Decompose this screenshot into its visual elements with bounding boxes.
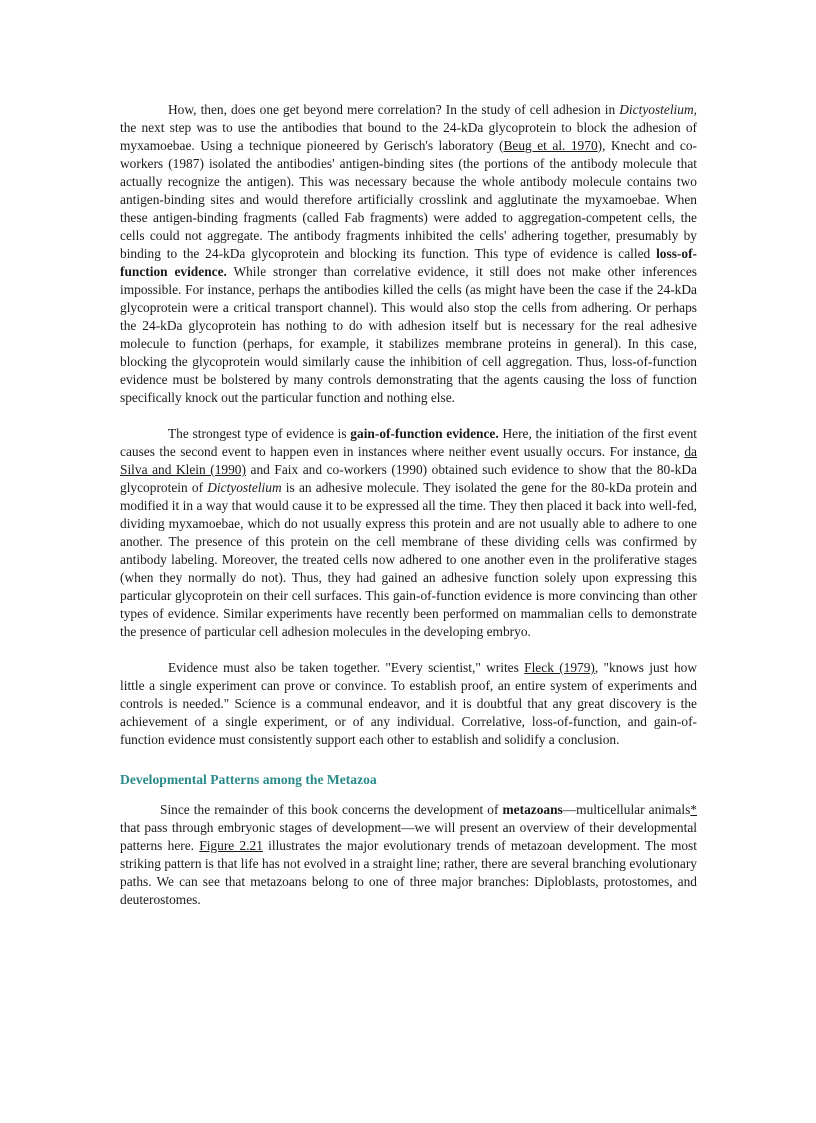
text-run: Since the remainder of this book concerns the development of [160, 802, 503, 817]
paragraph-evidence-together [120, 659, 697, 749]
text-run: illustrates the major evolutionary trends of metazoan development. The most striking pattern is that life has not evolved in a straight line; rather, there are several branching evolutionary paths. We can see that metazoans belong to one of three major branches: Diploblasts, protostomes, and deuterostomes. [120, 838, 697, 907]
text-run: Evidence must also be taken together. "Every scientist," writes [168, 660, 525, 675]
text-run: , "knows just how little a single experiment can prove or convince. To establish proof, an entire system of experiments and controls is needed." Science is a communal endeavor, and it is doubtful that any great discovery is the achievement of a single experiment, or of any individual. Correlative, loss-of-function, and gain-of-function evidence must consistently support each other to establish and solidify a conclusion. [120, 660, 698, 747]
text-run: —multicellular animals [562, 802, 691, 817]
figure-link[interactable]: Figure 2.21 [199, 838, 263, 853]
bold-term-metazoans: metazoans [502, 802, 563, 817]
text-run: How, then, does one get beyond mere correlation? In the study of cell adhesion in [168, 102, 620, 117]
footnote-link[interactable]: * [690, 802, 697, 817]
text-run: and Faix and co-workers (1990) obtained such evidence to show that the 80-kDa glycoprotein of [120, 462, 697, 495]
text-run: The strongest type of evidence is [168, 426, 351, 441]
text-run: the next step was to use the antibodies that bound to the 24-kDa glycoprotein to block the adhesion of myxamoebae. Using a technique pioneered by Gerisch's laboratory ( [120, 120, 697, 153]
text-run: Here, the initiation of the first event causes the second event to happen even in instances where neither event usually occurs. For instance, [120, 426, 698, 459]
paragraph-loss-of-function [120, 101, 697, 407]
paragraph-gain-of-function [120, 425, 697, 641]
text-run: ), Knecht and co-workers (1987) isolated the antibodies' antigen-binding sites (the portions of the antibody molecule that actually recognize the antigen). This was necessary because the whole antibody molecule contains two antigen-binding sites and would therefore artificially crosslink and agglutinate the myxamoebae. When these antigen-binding fragments (called Fab fragments) were added to aggregation-competent cells, the cells could not aggregate. The antibody fragments inhibited the cells' adhering together, presumably by binding to the 24-kDa glycoprotein and blocking its function. This type of evidence is called [120, 138, 697, 261]
ref-link-fleck[interactable]: Fleck (1979) [524, 660, 595, 675]
bold-term-gain-of-function: gain-of-function evidence. [350, 426, 499, 441]
text-run: While stronger than correlative evidence, it still does not make other inferences impossible. For instance, perhaps the antibodies killed the cells (as might have been the case if the 24-kDa glycoprotein were a critical transport channel). This would also stop the cells from adhering. Or perhaps the 24-kDa glycoprotein has nothing to do with adhesion itself but is necessary for the real adhesive molecule to function (perhaps, for example, it stabilizes membrane proteins in general). In this case, blocking the glycoprotein would similarly cause the inhibition of cell aggregation. Thus, loss-of-function evidence must be bolstered by many controls demonstrating that the agents causing the loss of function specifically knock out the particular function and nothing else. [120, 264, 697, 405]
document-page [120, 101, 697, 909]
section-heading: Developmental Patterns among the Metazoa [120, 772, 377, 787]
bold-term-loss-of-function: loss-of-function evidence. [120, 246, 697, 279]
italic-species-name: Dictyostelium, [619, 102, 697, 117]
text-run: that pass through embryonic stages of development—we will present an overview of their developmental patterns here. [120, 820, 697, 853]
ref-link-beug[interactable]: Beug et al. 1970 [503, 138, 598, 153]
paragraph-metazoa [120, 801, 697, 909]
text-run: is an adhesive molecule. They isolated the gene for the 80-kDa protein and modified it in a way that would cause it to be expressed all the time. They then placed it back into well-fed, dividing myxamoebae, which do not usually express this protein and are not usually able to adhere to one another. The presence of this protein on the cell membrane of these dividing cells was confirmed by antibody labeling. Moreover, the treated cells now adhered to one another even in the proliferative stages (when they normally do not). Thus, they had gained an adhesive function solely upon expressing this particular glycoprotein on their cell surfaces. This gain-of-function evidence is more convincing than other types of evidence. Similar experiments have recently been performed on mammalian cells to demonstrate the presence of particular cell adhesion molecules in the developing embryo. [120, 480, 697, 639]
italic-species-name: Dictyostelium [207, 480, 282, 495]
ref-link-dasilva[interactable]: da Silva and Klein (1990) [120, 444, 697, 477]
